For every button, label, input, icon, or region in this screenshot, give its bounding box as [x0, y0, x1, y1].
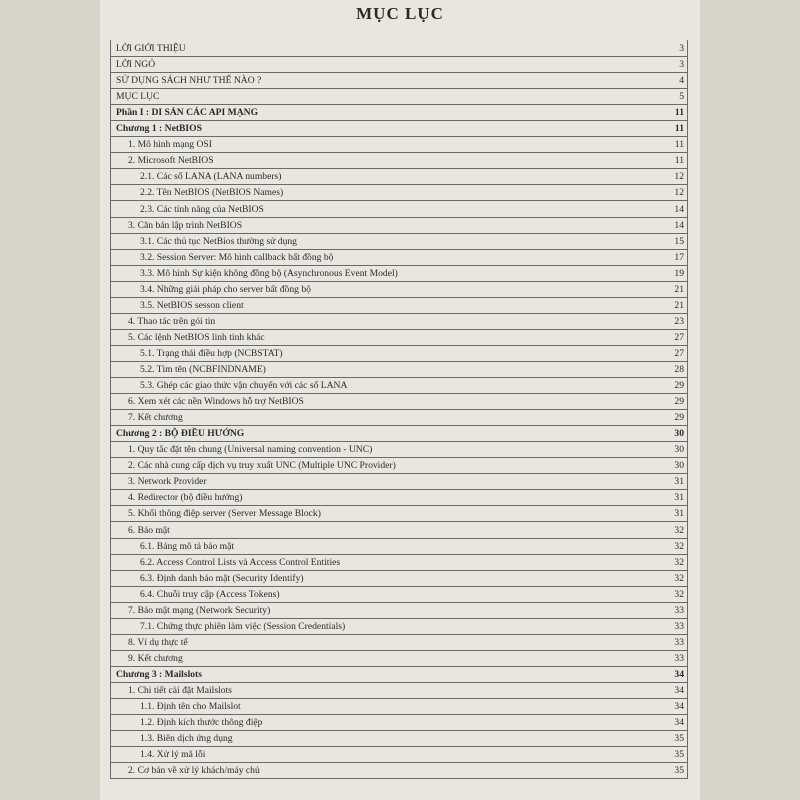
toc-entry-label: 3. Network Provider	[128, 476, 207, 488]
toc-entry-label: 2. Cơ bản về xử lý khách/máy chủ	[128, 765, 260, 777]
toc-entry-label: 6. Bảo mật	[128, 524, 170, 536]
toc-entry-page-number: 35	[674, 765, 684, 777]
toc-entry	[110, 297, 688, 314]
toc-entry-label: 6.3. Định danh bảo mật (Security Identify)	[140, 572, 304, 584]
page-title: MỤC LỤC	[356, 4, 444, 23]
toc-entry	[110, 730, 688, 747]
toc-entry-label: 9. Kết chương	[128, 652, 183, 664]
toc-entry	[110, 120, 688, 137]
toc-entry-label: 7.1. Chứng thực phiên làm việc (Session Credentials)	[140, 620, 346, 632]
toc-entry	[110, 265, 688, 282]
toc-entry	[110, 746, 688, 763]
toc-entry-label: 5.3. Ghép các giao thức vận chuyển với các số LANA	[140, 380, 348, 392]
toc-entry-label: 3.4. Những giải pháp cho server bất đồng bộ	[140, 283, 311, 295]
toc-entry-page-number: 14	[674, 203, 684, 215]
toc-entry	[110, 762, 688, 779]
toc-entry	[110, 666, 688, 683]
toc-entry-label: 2. Các nhà cung cấp dịch vụ truy xuất UNC (Multiple UNC Provider)	[128, 460, 396, 472]
toc-entry	[110, 88, 688, 105]
toc-entry	[110, 249, 688, 266]
toc-entry-page-number: 31	[674, 476, 684, 488]
toc-entry	[110, 393, 688, 410]
toc-entry	[110, 714, 688, 731]
toc-entry	[110, 538, 688, 555]
toc-entry-page-number: 32	[674, 540, 684, 552]
toc-entry-page-number: 27	[674, 331, 684, 343]
toc-entry-label: LỜI GIỚI THIỆU	[116, 43, 186, 54]
toc-entry	[110, 201, 688, 218]
toc-entry-page-number: 32	[674, 556, 684, 568]
toc-entry	[110, 152, 688, 169]
toc-entry	[110, 698, 688, 715]
toc-entry-page-number: 11	[674, 139, 684, 151]
toc-entry-label: 1.1. Định tên cho Mailslot	[140, 701, 241, 713]
toc-entry-page-number: 33	[674, 652, 684, 664]
toc-entry-label: SỬ DỤNG SÁCH NHƯ THẾ NÀO ?	[116, 75, 262, 87]
toc-entry-page-number: 35	[674, 749, 684, 761]
toc-entry-page-number: 11	[674, 107, 684, 119]
toc-entry-label: 3.3. Mô hình Sự kiện không đồng bộ (Asynchronous Event Model)	[140, 267, 398, 279]
toc-entry-label: Phần I : DI SẢN CÁC API MẠNG	[116, 107, 259, 119]
toc-entry	[110, 345, 688, 362]
toc-entry-label: 7. Kết chương	[128, 412, 183, 424]
toc-entry	[110, 570, 688, 587]
table-left-border	[110, 40, 111, 778]
toc-entry	[110, 136, 688, 153]
toc-entry-page-number: 15	[674, 235, 684, 247]
toc-entry-page-number: 35	[674, 733, 684, 745]
toc-entry-page-number: 30	[674, 444, 684, 456]
toc-entry-label: 4. Redirector (bộ điều hướng)	[128, 492, 243, 504]
toc-entry-page-number: 29	[674, 380, 684, 392]
toc-entry-page-number: 29	[674, 396, 684, 408]
toc-entry	[110, 56, 688, 73]
toc-entry	[110, 457, 688, 474]
toc-entry-label: 2.1. Các số LANA (LANA numbers)	[140, 171, 282, 183]
toc-entry	[110, 505, 688, 522]
toc-entry-label: 1. Chi tiết cài đặt Mailslots	[128, 685, 232, 696]
toc-entry	[110, 168, 688, 185]
toc-entry-label: Chương 3 : Mailslots	[116, 668, 202, 680]
toc-entry-label: Chương 2 : BỘ ĐIỀU HƯỚNG	[116, 428, 245, 440]
document-page	[100, 0, 700, 800]
toc-entry-page-number: 31	[674, 508, 684, 520]
toc-entry-page-number: 21	[674, 299, 684, 311]
toc-entry-page-number: 34	[674, 701, 684, 713]
toc-entry-label: 6.4. Chuỗi truy cập (Access Tokens)	[140, 588, 280, 600]
toc-entry-label: 6.2. Access Control Lists và Access Control Entities	[140, 556, 341, 568]
toc-entry	[110, 650, 688, 667]
toc-entry-page-number: 14	[674, 219, 684, 231]
toc-entry-page-number: 19	[674, 267, 684, 279]
toc-entry	[110, 634, 688, 651]
toc-entry-page-number: 23	[674, 315, 684, 327]
toc-entry	[110, 40, 688, 57]
toc-entry-label: 1.4. Xử lý mã lỗi	[140, 749, 206, 761]
toc-entry-page-number: 33	[674, 636, 684, 648]
toc-entry	[110, 554, 688, 571]
toc-entry-label: 3.1. Các thủ tục NetBios thường sử dụng	[140, 235, 297, 247]
toc-entry-label: 7. Bảo mật mạng (Network Security)	[128, 604, 271, 616]
toc-entry-page-number: 32	[674, 588, 684, 600]
toc-entry-page-number: 32	[674, 572, 684, 584]
toc-entry-label: 2.2. Tên NetBIOS (NetBIOS Names)	[140, 187, 284, 199]
toc-entry	[110, 104, 688, 121]
toc-entry-page-number: 3	[679, 43, 684, 54]
toc-entry	[110, 313, 688, 330]
toc-entry-label: 2.3. Các tính năng của NetBIOS	[140, 203, 264, 215]
toc-entry	[110, 72, 688, 89]
toc-entry	[110, 217, 688, 234]
toc-entry	[110, 618, 688, 635]
toc-entry-page-number: 29	[674, 412, 684, 424]
toc-entry	[110, 586, 688, 603]
toc-entry-page-number: 30	[674, 428, 684, 440]
toc-entry-page-number: 33	[674, 620, 684, 632]
toc-entry-label: 5. Khối thông điệp server (Server Message Block)	[128, 508, 321, 520]
toc-entry	[110, 425, 688, 442]
toc-entry-label: 6.1. Bảng mô tả bảo mật	[140, 540, 235, 552]
toc-entry-label: 5.1. Trạng thái điều hợp (NCBSTAT)	[140, 347, 283, 359]
toc-entry	[110, 329, 688, 346]
toc-entry-label: 3.2. Session Server: Mô hình callback bất đồng bộ	[140, 251, 334, 263]
toc-entry-label: 6. Xem xét các nền Windows hỗ trợ NetBIOS	[128, 396, 304, 408]
toc-entry-page-number: 31	[674, 492, 684, 504]
toc-entry-page-number: 17	[674, 251, 684, 263]
toc-entry-page-number: 27	[674, 347, 684, 359]
toc-entry	[110, 281, 688, 298]
toc-entry-page-number: 11	[674, 155, 684, 167]
toc-entry	[110, 361, 688, 378]
toc-entry-label: 5.2. Tìm tên (NCBFINDNAME)	[140, 364, 266, 375]
toc-entry-label: 2. Microsoft NetBIOS	[128, 155, 214, 167]
toc-entry-label: 4. Thao tác trên gói tin	[128, 315, 216, 327]
toc-entry-page-number: 11	[674, 123, 684, 135]
toc-entry-label: MỤC LỤC	[116, 91, 160, 103]
toc-entry-page-number: 32	[674, 524, 684, 536]
toc-entry	[110, 522, 688, 539]
toc-entry	[110, 409, 688, 426]
toc-entry-label: 1. Mô hình mạng OSI	[128, 139, 212, 151]
toc-entry	[110, 682, 688, 699]
toc-entry-label: 5. Các lệnh NetBIOS linh tinh khác	[128, 331, 265, 343]
toc-entry-page-number: 12	[674, 171, 684, 183]
toc-entry	[110, 441, 688, 458]
toc-entry-page-number: 33	[674, 604, 684, 616]
toc-entry-page-number: 3	[679, 59, 684, 71]
toc-entry-page-number: 21	[674, 283, 684, 295]
toc-entry-label: Chương 1 : NetBIOS	[116, 123, 202, 135]
toc-entry-page-number: 34	[674, 668, 684, 680]
toc-entry-label: 8. Ví dụ thực tế	[128, 636, 188, 648]
toc-entry-label: 3. Căn bản lập trình NetBIOS	[128, 219, 243, 231]
toc-entry-page-number: 4	[679, 75, 684, 87]
toc-entry-page-number: 34	[674, 685, 684, 696]
toc-entry-label: 3.5. NetBIOS sesson client	[140, 299, 244, 311]
toc-entry	[110, 473, 688, 490]
toc-entry-page-number: 28	[674, 364, 684, 375]
toc-entry	[110, 602, 688, 619]
toc-entry-label: 1.3. Biên dịch ứng dụng	[140, 733, 233, 745]
toc-entry-page-number: 30	[674, 460, 684, 472]
toc-entry	[110, 377, 688, 394]
toc-entry-page-number: 12	[674, 187, 684, 199]
table-right-border	[687, 40, 688, 778]
toc-entry	[110, 184, 688, 201]
toc-entry	[110, 489, 688, 506]
toc-entry-page-number: 34	[674, 717, 684, 729]
toc-entry-page-number: 5	[679, 91, 684, 103]
toc-entry	[110, 233, 688, 250]
toc-entry-label: 1.2. Định kích thước thông điệp	[140, 717, 263, 729]
toc-entry-label: 1. Quy tắc đặt tên chung (Universal naming convention - UNC)	[128, 444, 373, 456]
toc-entry-label: LỜI NGỎ	[116, 59, 156, 71]
